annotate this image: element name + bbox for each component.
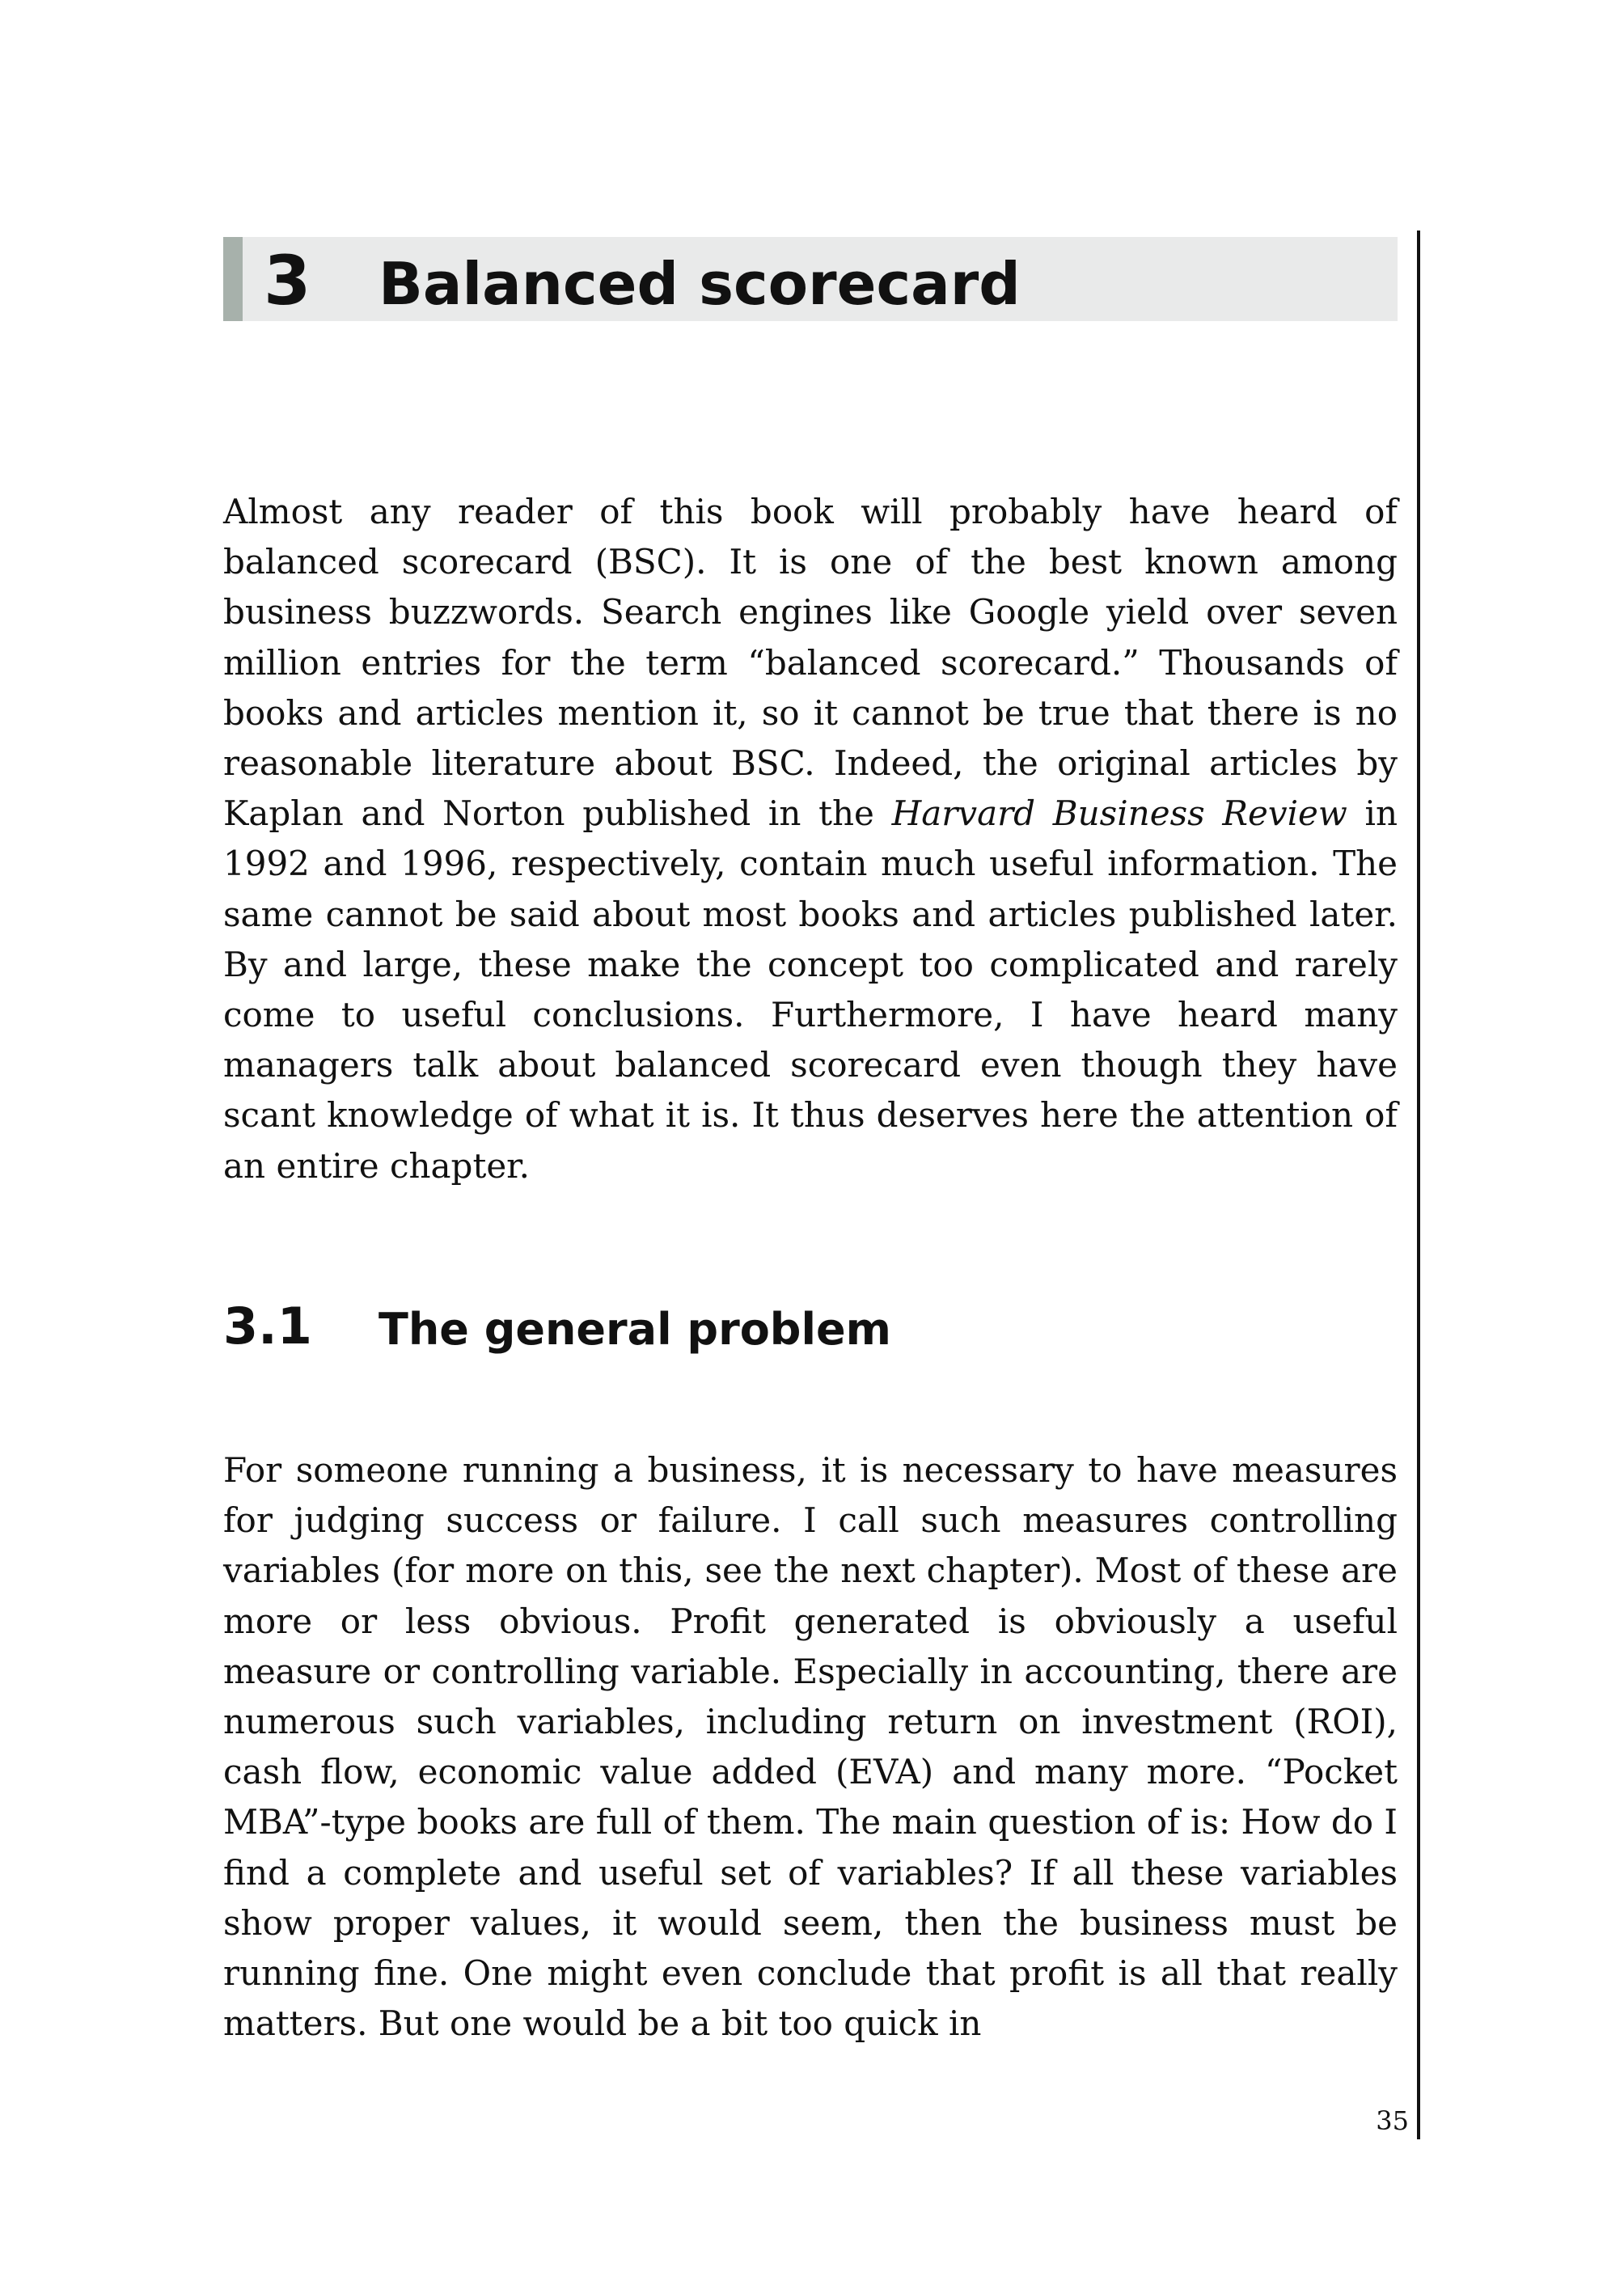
- chapter-number: 3: [264, 241, 311, 320]
- section-number: 3.1: [223, 1297, 312, 1356]
- intro-text-part-1: Almost any reader of this book will probably have heard of balanced scorecard (BSC). It is one of the best known among business buzzwords. Search engines like Google yield over seven million entries for the term “balanced scorecard.” Thousands of books and articles mention it, so it cannot be true that there is no reasonable literature about BSC. Indeed, the original articles by Kaplan and Norton published in the: [223, 492, 1398, 834]
- intro-text-part-2: in 1992 and 1996, respectively, contain much useful information. The same cannot be said about most books and articles published later. By and large, these make the concept too complicated and rarely come to useful conclusions. Furthermore, I have heard many managers talk about balanced scorecard even though they have scant knowledge of what it is. It thus deserves here the attention of an entire chapter.: [223, 793, 1398, 1186]
- chapter-title: Balanced scorecard: [379, 250, 1021, 318]
- section-title: The general problem: [379, 1304, 891, 1355]
- page-number: 35: [1376, 2105, 1409, 2136]
- journal-title: Harvard Business Review: [891, 793, 1347, 834]
- chapter-accent-bar: [223, 237, 243, 321]
- section-paragraph: For someone running a business, it is necessary to have measures for judging success or failure. I call such measures controlling variables (for more on this, see the next chapter). Most of these are more or less obvious. Profit generated is obviously a useful measure or controlling variable. Especially in accounting, there are numerous such variables, including return on investment (ROI), cash flow, economic value added (EVA) and many more. “Pocket MBA”-type books are full of them. The main question of is: How do I find a complete and useful set of variables? If all these variables show proper values, it would seem, then the business must be running fine. One might even conclude that profit is all that really matters. But one would be a bit too quick in: [223, 1450, 1398, 2044]
- margin-rule: [1417, 231, 1420, 2139]
- chapter-header: [223, 237, 1398, 321]
- intro-paragraph: [223, 487, 1398, 1191]
- section-heading: [223, 1294, 1398, 1359]
